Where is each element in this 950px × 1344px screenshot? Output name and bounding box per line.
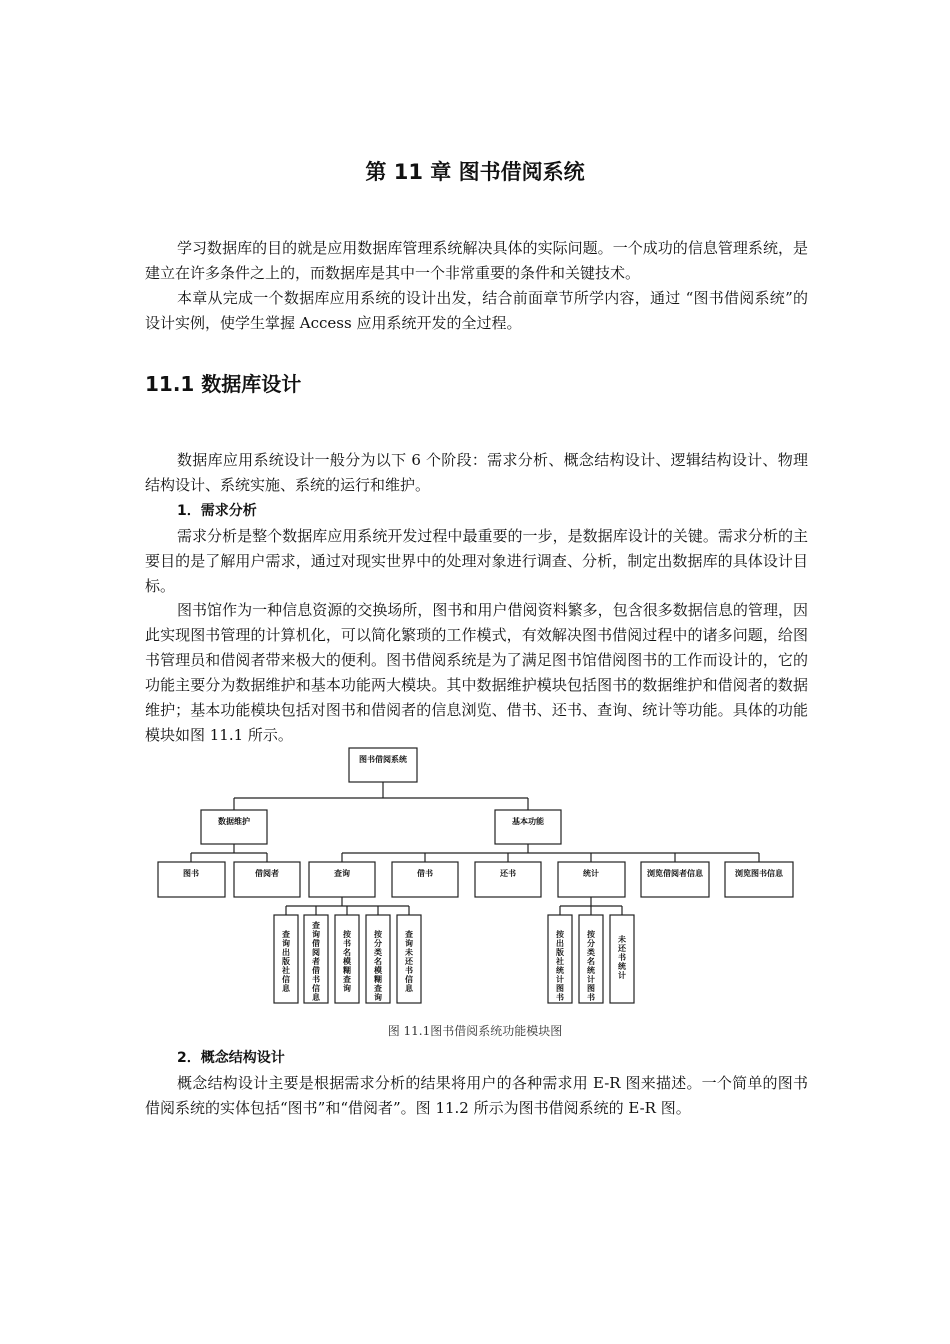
node-query-unreturned: [397, 915, 421, 1003]
chapter-title: 第 11 章 图书借阅系统: [365, 160, 585, 184]
node-query: [309, 862, 375, 897]
node-borrow: [392, 862, 458, 897]
node-query-publisher: [274, 915, 298, 1003]
node-query-unreturned-label: 查询未还书信息: [405, 930, 413, 993]
node-data-maintenance: [201, 810, 267, 844]
figure-caption: 图 11.1图书借阅系统功能模块图: [387, 1024, 563, 1038]
node-browse-books: [725, 862, 793, 897]
node-stat-category-label: 按分类名统计图书: [587, 930, 595, 1002]
node-stat-unreturned: [610, 915, 634, 1003]
section-intro-paragraph: 数据库应用系统设计一般分为以下 6 个阶段：需求分析、概念结构设计、逻辑结构设计、物理结构设计、系统实施、系统的运行和维护。: [145, 451, 808, 494]
node-books: [158, 862, 225, 897]
node-stat-publisher-label: 按出版社统计图书: [556, 930, 564, 1002]
node-stat-unreturned-label: 未还书统计: [618, 935, 626, 980]
node-browse-books-label: 浏览图书信息: [735, 869, 783, 878]
subsection-heading-requirements: 1．需求分析: [177, 503, 257, 519]
node-statistics-label: 统计: [583, 869, 599, 878]
node-borrow-label: 借书: [417, 869, 433, 878]
node-basic-functions-label: 基本功能: [512, 817, 544, 826]
node-fuzzy-title: [335, 915, 359, 1003]
node-data-maintenance-label: 数据维护: [218, 817, 250, 826]
node-borrowers-label: 借阅者: [255, 869, 279, 878]
node-fuzzy-category-label: 按分类名模糊查询: [374, 930, 382, 1002]
node-stat-category: [579, 915, 603, 1003]
conceptual-paragraph: 概念结构设计主要是根据需求分析的结果将用户的各种需求用 E-R 图来描述。一个简单的图书借阅系统的实体包括“图书”和“借阅者”。图 11.2 所示为图书借阅系统的 E-R 图。: [145, 1074, 808, 1117]
node-return-label: 还书: [500, 869, 516, 878]
node-fuzzy-category: [366, 915, 390, 1003]
intro-paragraph-2: 本章从完成一个数据库应用系统的设计出发，结合前面章节所学内容，通过 “图书借阅系统”的设计实例，使学生掌握 Access 应用系统开发的全过程。: [145, 289, 808, 332]
requirements-paragraph-2: 图书馆作为一种信息资源的交换场所，图书和用户借阅资料繁多，包含很多数据信息的管理，因此实现图书管理的计算机化，可以简化繁琐的工作模式，有效解决图书借阅过程中的诸多问题，给图书管理员和借阅者带来极大的便利。图书借阅系统是为了满足图书馆借阅图书的工作而设计的，它的功能主要分为数据维护和基本功能两大模块。其中数据维护模块包括图书的数据维护和借阅者的数据维护；基本功能模块包括对图书和借阅者的信息浏览、借书、还书、查询、统计等功能。具体的功能模块如图 11.1 所示。: [145, 601, 808, 744]
node-query-label: 查询: [334, 869, 350, 878]
node-return: [475, 862, 541, 897]
node-query-borrower-books-label: 查询借阅者借书信息: [312, 921, 320, 1002]
node-borrowers: [234, 862, 300, 897]
node-fuzzy-title-label: 按书名模糊查询: [343, 930, 351, 993]
requirements-paragraph-1: 需求分析是整个数据库应用系统开发过程中最重要的一步，是数据库设计的关键。需求分析的主要目的是了解用户需求，通过对现实世界中的处理对象进行调查、分析，制定出数据库的具体设计目标。: [145, 527, 808, 595]
node-browse-borrowers-label: 浏览借阅者信息: [647, 869, 703, 878]
subsection-heading-conceptual: 2．概念结构设计: [177, 1050, 285, 1066]
node-query-borrower-books: [304, 915, 328, 1003]
section-title: 11.1 数据库设计: [145, 372, 302, 396]
node-statistics: [558, 862, 625, 897]
node-books-label: 图书: [183, 869, 199, 878]
node-basic-functions: [495, 810, 561, 844]
node-root: [349, 748, 417, 782]
node-root-label: 图书借阅系统: [359, 755, 407, 764]
node-stat-publisher: [548, 915, 572, 1003]
intro-paragraph-1: 学习数据库的目的就是应用数据库管理系统解决具体的实际问题。一个成功的信息管理系统，是建立在许多条件之上的，而数据库是其中一个非常重要的条件和关键技术。: [145, 239, 808, 282]
node-query-publisher-label: 查询出版社信息: [282, 930, 290, 993]
node-browse-borrowers: [641, 862, 709, 897]
